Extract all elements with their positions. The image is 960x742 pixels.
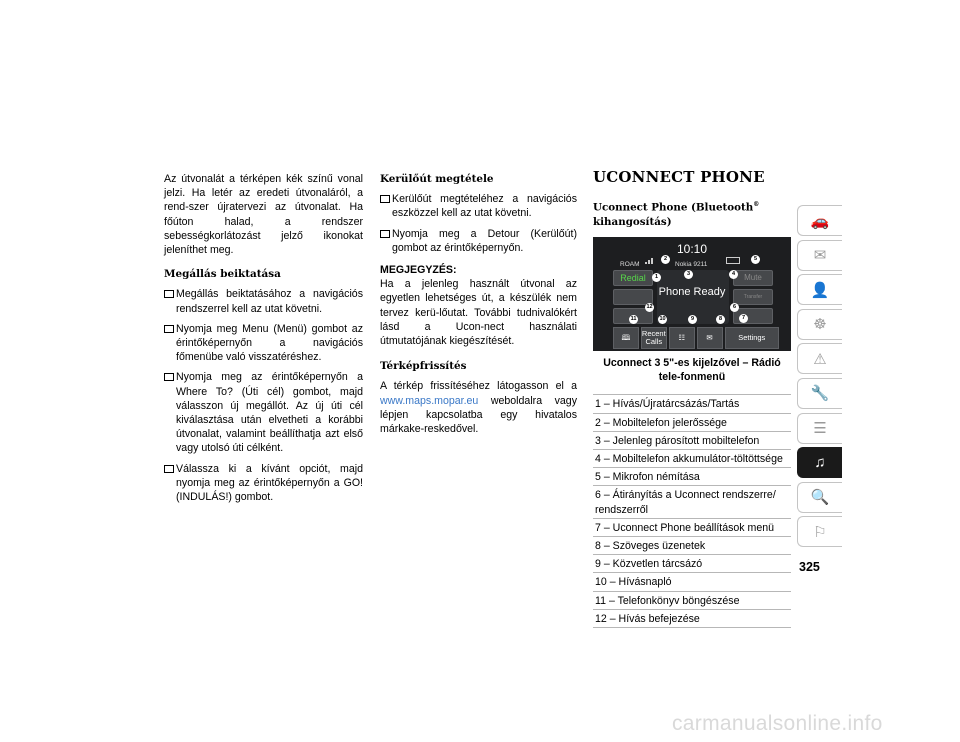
intro-paragraph: Az útvonalát a térképen kék színű vonal jelzi. Ha letér az eredeti útvonaláról, a rend-szer újratervezi az útvonalat. Ha főúton halad, a rendszer sebességkorlátozást jelző ikonokat jeleníthet meg. <box>164 173 363 257</box>
page-number: 325 <box>799 560 820 574</box>
map-update-text: A térkép frissítéséhez látogasson el a www.maps.mopar.eu weboldalra vagy lépjen kapcsolatba egy hivatalos márkake-reskedővel. <box>380 380 577 436</box>
section-heading-map-update: Térképfrissítés <box>380 360 467 373</box>
callout-4: 4 <box>729 270 738 279</box>
section-subtitle: Uconnect Phone (Bluetooth® kihangosítás) <box>593 201 760 228</box>
figure-caption: Uconnect 3 5"-es kijelzővel – Rádió tele-fonmenü <box>603 357 781 384</box>
legend-row: 3 – Jelenleg párosított mobiltelefon <box>593 431 791 449</box>
magnifier-icon[interactable]: 🔍 <box>797 482 842 513</box>
settings-button[interactable]: Settings <box>725 327 780 349</box>
signal-strength-icon <box>645 257 655 264</box>
callout-7: 7 <box>739 314 748 323</box>
legend-row: 8 – Szöveges üzenetek <box>593 536 791 554</box>
device-name: Nokia 9211 <box>675 261 708 269</box>
legend-row: 12 – Hívás befejezése <box>593 609 791 628</box>
car-wrench-icon[interactable]: 🔧 <box>797 378 842 409</box>
callout-9: 9 <box>688 315 697 324</box>
callout-8: 8 <box>716 315 725 324</box>
phone-screen-figure <box>593 237 791 351</box>
dialpad-icon[interactable]: ☷ <box>669 327 695 349</box>
watermark: carmanualsonline.info <box>672 712 883 735</box>
chapter-title: UCONNECT PHONE <box>593 168 765 186</box>
section-heading-stop: Megállás beiktatása <box>164 268 281 281</box>
section-heading-detour: Kerülőút megtétele <box>380 173 494 185</box>
callout-10: 10 <box>659 316 666 323</box>
screen-bottom-bar <box>613 327 779 349</box>
checkbox-bullet-icon <box>380 230 390 238</box>
callout-12: 12 <box>646 304 653 311</box>
callout-3: 3 <box>684 270 693 279</box>
language-index-icon[interactable]: ⚐ <box>797 516 842 547</box>
column-left <box>164 172 363 510</box>
callout-1: 1 <box>652 273 661 282</box>
legend-row: 7 – Uconnect Phone beállítások menü <box>593 518 791 536</box>
airbag-person-icon[interactable]: 👤 <box>797 274 842 305</box>
battery-icon <box>726 257 740 264</box>
recent-calls-button[interactable]: Recent Calls <box>641 327 667 349</box>
callout-5: 5 <box>751 255 760 264</box>
checkbox-bullet-icon <box>164 465 174 473</box>
legend-row: 9 – Közvetlen tárcsázó <box>593 554 791 572</box>
legend-row: 5 – Mikrofon némítása <box>593 467 791 485</box>
callout-2: 2 <box>661 255 670 264</box>
legend-row: 6 – Átirányítás a Uconnect rendszerre/ rendszerről <box>593 485 791 517</box>
column-middle <box>380 172 577 436</box>
column-right <box>593 168 791 628</box>
list-item: Nyomja meg a Detour (Kerülőút) gombot az érintőképernyőn. <box>380 227 577 255</box>
figure-legend <box>593 394 791 628</box>
chapter-tabs <box>797 205 842 551</box>
legend-row: 11 – Telefonkönyv böngészése <box>593 591 791 609</box>
note-heading: MEGJEGYZÉS: <box>380 264 457 277</box>
list-item: Válassza ki a kívánt opciót, majd nyomja meg az érintőképernyőn a GO! (INDULÁS!) gombot. <box>164 462 363 505</box>
roam-indicator: ROAM <box>620 261 640 269</box>
legend-row: 10 – Hívásnapló <box>593 572 791 590</box>
redial-button[interactable]: Redial <box>613 270 653 286</box>
steering-wheel-icon[interactable]: ☸ <box>797 309 842 340</box>
mute-button[interactable]: Mute <box>733 270 773 286</box>
list-item: Nyomja meg az érintőképernyőn a Where To? (Úti cél) gombot, majd válasszon új megállót. Az új úti cél kiválasztása után elvetheti a korábbi útvonalat, valamint beállíthatja azt első vagy utolsó úti célként. <box>164 370 363 455</box>
checkbox-bullet-icon <box>380 195 390 203</box>
legend-row: 2 – Mobiltelefon jelerőssége <box>593 413 791 431</box>
warning-envelope-icon[interactable]: ✉ <box>797 240 842 271</box>
phone-status: Phone Ready <box>658 286 726 299</box>
clock-readout: 10:10 <box>676 242 708 257</box>
checkbox-bullet-icon <box>164 373 174 381</box>
checkbox-bullet-icon <box>164 290 174 298</box>
legend-row: 4 – Mobiltelefon akkumulátor-töltöttsége <box>593 449 791 467</box>
car-dashboard-icon[interactable]: 🚗 <box>797 205 842 236</box>
checkbox-bullet-icon <box>164 325 174 333</box>
list-item: Nyomja meg Menu (Menü) gombot az érintőképernyőn a navigációs főmenübe való visszatéréshez. <box>164 322 363 365</box>
note-text: Ha a jelenleg használt útvonal az egyetlen lehetséges út, a készülék nem tervez kerü-lőutat. További tudnivalókért lásd a Ucon-nect használati útmutatójának kiegészítését. <box>380 278 577 348</box>
music-navigation-icon[interactable]: ♫ <box>797 447 842 478</box>
list-item: Megállás beiktatásához a navigációs rendszerrel kell az utat követni. <box>164 287 363 315</box>
car-crash-icon[interactable]: ⚠ <box>797 343 842 374</box>
callout-11: 11 <box>630 316 637 323</box>
text-messages-icon[interactable]: ✉ <box>697 327 723 349</box>
checklist-icon[interactable]: ☰ <box>797 413 842 444</box>
legend-row: 1 – Hívás/Újratárcsázás/Tartás <box>593 394 791 412</box>
callout-6: 6 <box>730 303 739 312</box>
phonebook-icon[interactable]: 🕮 <box>613 327 639 349</box>
transfer-button[interactable]: Transfer <box>733 289 773 305</box>
maps-link[interactable]: www.maps.mopar.eu <box>380 394 479 407</box>
list-item: Kerülőút megtételéhez a navigációs eszközzel kell az utat követni. <box>380 192 577 220</box>
